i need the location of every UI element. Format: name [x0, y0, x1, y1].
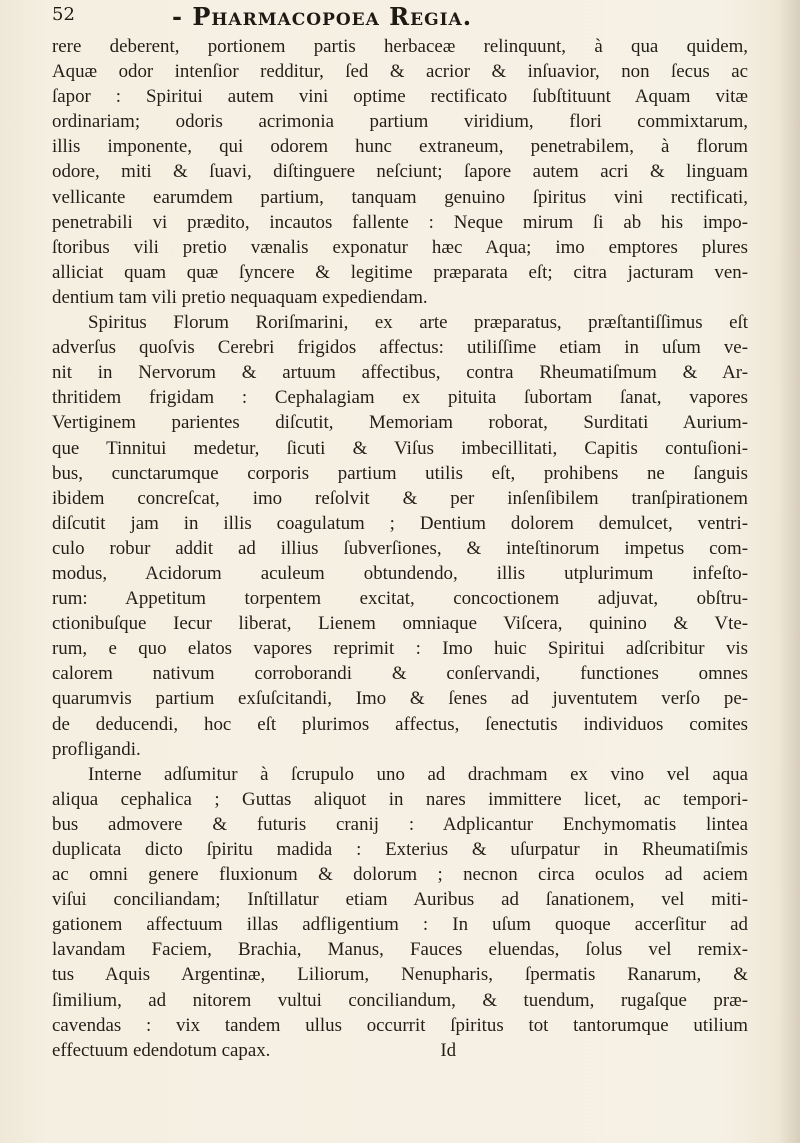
text-line: culo robur addit ad illius ſubverſiones, & inteſtinorum impetus com-: [52, 537, 748, 559]
text-line: bus, cunctarumque corporis partium utilis eſt, prohibens ne ſanguis: [52, 462, 748, 484]
text-line: ſimilium, ad nitorem vultui conciliandum, & tuendum, rugaſque præ-: [52, 989, 748, 1011]
text-line: gationem affectuum illas adfligentium : In uſum quoque accerſitur ad: [52, 914, 748, 936]
text-line: viſui conciliandam; Inſtillatur etiam Auribus ad ſanationem, vel miti-: [52, 889, 748, 911]
text-line: penetrabili vi prædito, incautos fallente : Neque mirum ſi ab his impo-: [52, 211, 748, 233]
page-number: 52: [52, 4, 75, 25]
text-line: rum, e quo elatos vapores reprimit : Imo huic Spiritui adſcribitur vis: [52, 638, 748, 660]
paragraph: [52, 310, 748, 762]
text-line: que Tinnitui medetur, ſicuti & Viſus imbecillitati, Capitis contuſioni-: [52, 437, 748, 459]
text-line: calorem nativum corroborandi & conſervandi, functiones omnes: [52, 663, 748, 685]
text-line: rum: Appetitum torpentem excitat, concoctionem adjuvat, obſtru-: [52, 588, 748, 610]
page-edge-shadow: [778, 0, 800, 1143]
text-line: duplicata dicto ſpiritu madida : Exterius & uſurpatur in Rheumatiſmis: [52, 839, 748, 860]
text-line: odore, miti & ſuavi, diſtinguere neſciunt; ſapore autem acri & linguam: [52, 161, 748, 183]
text-line: profligandi.: [52, 738, 141, 760]
paragraph: [52, 762, 748, 1063]
text-line: ibidem concreſcat, imo reſolvit & per inſenſibilem tranſpirationem: [52, 487, 748, 509]
text-line: rere deberent, portionem partis herbaceæ relinquunt, à qua quidem,: [52, 36, 748, 57]
text-line: adverſus quoſvis Cerebri frigidos affectus: utiliſſime etiam in uſum ve-: [52, 337, 748, 359]
text-line: Spiritus Florum Roriſmarini, ex arte præparatus, præſtantiſſimus eſt: [88, 312, 748, 334]
text-line: Vertiginem parientes diſcutit, Memoriam roborat, Surditati Aurium-: [52, 412, 748, 434]
text-line: lavandam Faciem, Brachia, Manus, Fauces eluendas, ſolus vel remix-: [52, 939, 748, 961]
text-line: bus admovere & futuris cranij : Adplicantur Enchymomatis lintea: [52, 813, 748, 835]
body-text: [52, 34, 748, 1063]
text-line: effectuum edendotum capax. Id: [52, 1039, 457, 1061]
text-line: diſcutit jam in illis coagulatum ; Dentium dolorem demulcet, ventri-: [52, 512, 748, 534]
running-title: - Pharmacopoea Regia.: [172, 2, 473, 31]
text-line: nit in Nervorum & artuum affectibus, contra Rheumatiſmum & Ar-: [52, 362, 748, 384]
text-line: ſapor : Spiritui autem vini optime rectificato ſubſtituunt Aquam vitæ: [52, 86, 748, 108]
text-line: vellicante earumdem partium, tanquam genuino ſpiritus vini rectificati,: [52, 186, 748, 208]
text-line: quarumvis partium exſuſcitandi, Imo & ſenes ad juventutem verſo pe-: [52, 688, 748, 710]
text-line: aliqua cephalica ; Guttas aliquot in nares immittere licet, ac tempori-: [52, 788, 748, 810]
text-line: modus, Acidorum aculeum obtundendo, illis utplurimum infeſto-: [52, 562, 748, 584]
text-line: ordinariam; odoris acrimonia partium viridium, flori commixtarum,: [52, 111, 748, 133]
text-line: thritidem frigidam : Cephalagiam ex pituita ſubortam ſanat, vapores: [52, 387, 748, 409]
text-line: ctionibuſque Iecur liberat, Lienem omniaque Viſcera, quinino & Vte-: [52, 613, 748, 635]
text-line: Interne adſumitur à ſcrupulo uno ad drachmam ex vino vel aqua: [88, 763, 748, 785]
page-header: [52, 2, 752, 32]
text-line: dentium tam vili pretio nequaquam expediendam.: [52, 286, 428, 308]
text-line: tus Aquis Argentinæ, Liliorum, Nenupharis, ſpermatis Ranarum, &: [52, 964, 748, 986]
text-line: alliciat quam quæ ſyncere & legitime præparata eſt; citra jacturam ven-: [52, 261, 748, 283]
text-line: de deducendi, hoc eſt plurimos affectus, ſenectutis individuos comites: [52, 713, 748, 735]
text-line: ac omni genere fluxionum & dolorum ; necnon circa oculos ad aciem: [52, 864, 748, 886]
text-line: cavendas : vix tandem ullus occurrit ſpiritus tot tantorumque utilium: [52, 1014, 748, 1036]
paragraph: [52, 34, 748, 310]
text-line: Aquæ odor intenſior redditur, ſed & acrior & inſuavior, non ſecus ac: [52, 61, 748, 83]
text-line: ſtoribus vili pretio vænalis exponatur hæc Aqua; imo emptores plures: [52, 236, 748, 258]
text-line: illis imponente, qui odorem hunc extraneum, penetrabilem, à florum: [52, 136, 748, 158]
